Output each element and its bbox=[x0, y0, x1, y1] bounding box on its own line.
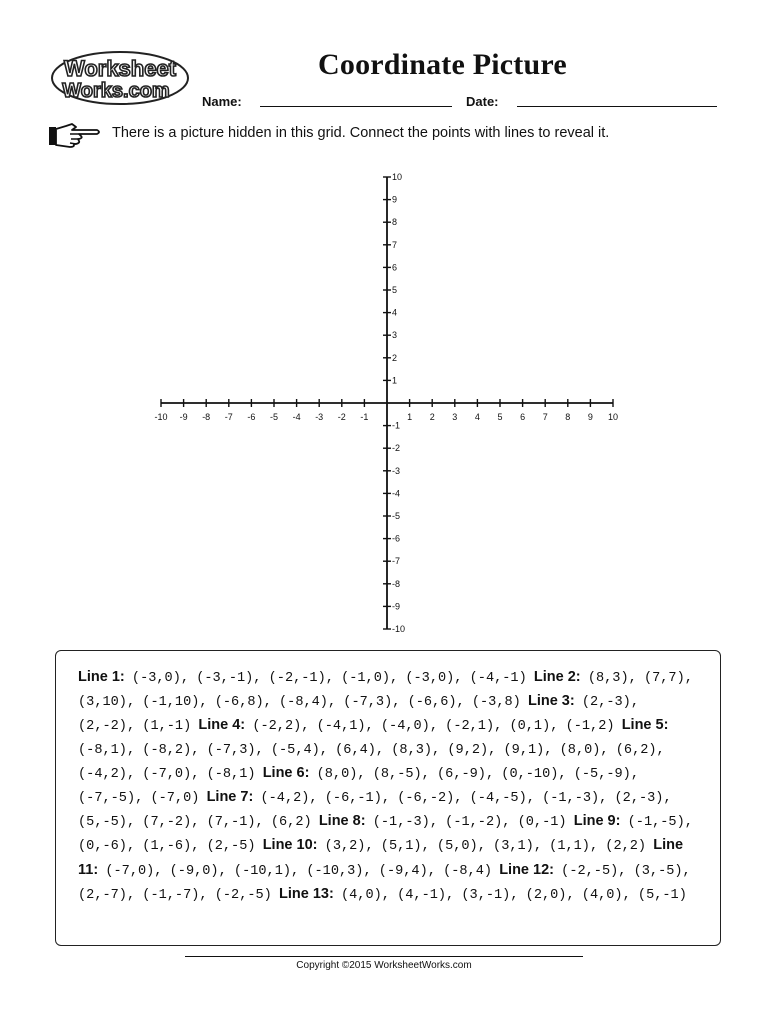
x-tick-label: 10 bbox=[607, 412, 619, 422]
line-label: Line 1: bbox=[78, 669, 125, 685]
point: (-4,0), bbox=[380, 719, 438, 735]
point: (2,-5) bbox=[206, 839, 256, 855]
x-tick-label: -10 bbox=[154, 412, 168, 422]
point: (6,4), bbox=[335, 742, 385, 758]
point: (8,3), bbox=[391, 742, 441, 758]
point: (-5,-9), bbox=[573, 766, 639, 782]
point: (-1,2) bbox=[565, 719, 615, 735]
point: (-6,8), bbox=[214, 695, 272, 711]
date-label: Date: bbox=[466, 94, 499, 109]
point: (2,-3), bbox=[581, 695, 639, 711]
point: (-3,-1), bbox=[196, 671, 262, 686]
point: (-2,-5) bbox=[214, 887, 272, 903]
x-tick-label: 3 bbox=[452, 412, 458, 422]
y-tick-label: -9 bbox=[392, 601, 401, 612]
line-label: Line 8: bbox=[318, 813, 366, 830]
point: (9,1), bbox=[503, 742, 553, 758]
y-tick-label: 3 bbox=[392, 330, 398, 341]
point: (7,7), bbox=[643, 671, 693, 686]
point: (1,-6), bbox=[142, 839, 200, 855]
point: (-4,1), bbox=[316, 719, 374, 735]
point: (9,2), bbox=[447, 742, 497, 758]
point: (2,2) bbox=[605, 839, 647, 855]
y-tick-label: -4 bbox=[392, 488, 401, 499]
x-tick-label: -3 bbox=[315, 412, 324, 422]
coordinate-grid bbox=[150, 160, 630, 650]
point: (5,-1) bbox=[637, 887, 687, 903]
y-tick-label: 7 bbox=[392, 239, 398, 250]
y-tick-label: -3 bbox=[392, 465, 401, 476]
point: (1,1), bbox=[549, 839, 599, 855]
point: (3,-1), bbox=[461, 887, 519, 903]
point: (-9,4), bbox=[378, 863, 436, 879]
y-tick-label: 10 bbox=[392, 172, 403, 182]
line-label: Line 13: bbox=[279, 885, 334, 902]
point: (2,-2), bbox=[78, 719, 136, 735]
point: (-8,1), bbox=[78, 742, 136, 758]
point: (-1,-2), bbox=[445, 815, 511, 831]
line-label: Line 10: bbox=[262, 837, 318, 854]
y-tick-label: 2 bbox=[392, 352, 398, 363]
line-label: Line 3: bbox=[527, 693, 575, 710]
worksheetworks-logo bbox=[50, 50, 190, 106]
point: (-9,0), bbox=[169, 863, 227, 879]
point: (6,2) bbox=[270, 815, 312, 831]
point: (-4,2), bbox=[78, 766, 136, 782]
pointing-hand-icon bbox=[48, 121, 102, 149]
point: (-8,1) bbox=[206, 766, 256, 782]
point: (5,-5), bbox=[78, 815, 136, 831]
point: (3,1), bbox=[493, 839, 542, 855]
point: (-3,8) bbox=[471, 695, 521, 711]
points-list bbox=[78, 666, 700, 907]
line-label: Line 6: bbox=[262, 764, 310, 781]
line-label: Line 2: bbox=[533, 669, 581, 685]
point: (-7,-5), bbox=[78, 791, 144, 807]
point: (3,-5), bbox=[633, 863, 691, 879]
point: (-6,6), bbox=[407, 695, 465, 711]
point: (4,0), bbox=[581, 887, 631, 903]
point: (-2,2), bbox=[252, 719, 310, 735]
point: (-7,3), bbox=[206, 742, 264, 758]
point: (3,2), bbox=[324, 839, 374, 855]
point: (-4,2), bbox=[260, 791, 318, 807]
point: (-3,0), bbox=[405, 671, 463, 686]
point: (-1,10), bbox=[142, 695, 208, 711]
point: (1,-1) bbox=[142, 719, 192, 735]
y-tick-label: -10 bbox=[392, 624, 406, 634]
point: (8,-5), bbox=[372, 766, 430, 782]
y-tick-label: 6 bbox=[392, 262, 398, 273]
x-tick-label: -7 bbox=[224, 412, 233, 422]
point: (6,-9), bbox=[437, 766, 495, 782]
point: (-6,-2), bbox=[397, 791, 463, 807]
point: (2,0), bbox=[525, 887, 575, 903]
y-tick-label: 5 bbox=[392, 285, 398, 295]
point: (-6,-1), bbox=[324, 791, 391, 807]
name-label: Name: bbox=[202, 94, 242, 109]
logo-text-top: Worksheet bbox=[63, 56, 177, 81]
point: (-2,1), bbox=[445, 719, 503, 735]
y-tick-label: 8 bbox=[392, 217, 398, 228]
point: (-7,3), bbox=[343, 695, 401, 711]
x-tick-label: 6 bbox=[520, 412, 526, 422]
point: (-1,-7), bbox=[142, 887, 208, 903]
copyright: Copyright ©2015 WorksheetWorks.com bbox=[296, 960, 472, 971]
x-tick-label: 8 bbox=[565, 412, 571, 422]
point: (-1,-3), bbox=[372, 815, 438, 831]
y-tick-label: 4 bbox=[392, 307, 398, 318]
point: (4,0), bbox=[340, 887, 390, 903]
point: (0,-6), bbox=[78, 839, 136, 855]
x-tick-label: -1 bbox=[360, 412, 369, 422]
line-label: Line 12: bbox=[499, 861, 554, 878]
logo-text-bottom: Works.com bbox=[62, 80, 170, 102]
x-tick-label: 2 bbox=[429, 412, 435, 422]
point: (0,-1) bbox=[517, 815, 567, 831]
point: (-4,-1) bbox=[469, 671, 527, 686]
point: (4,-1), bbox=[397, 887, 455, 903]
point: (-2,-5), bbox=[561, 863, 627, 879]
point: (-7,0), bbox=[105, 863, 163, 879]
point: (8,0), bbox=[316, 766, 366, 782]
x-tick-label: -5 bbox=[269, 412, 279, 422]
x-tick-label: -9 bbox=[179, 412, 188, 422]
point: (-7,0) bbox=[150, 791, 200, 807]
x-tick-label: 1 bbox=[407, 412, 413, 422]
x-tick-label: 4 bbox=[474, 412, 480, 422]
instruction-text: There is a picture hidden in this grid. Connect the points with lines to reveal it. bbox=[112, 125, 610, 141]
point: (-8,4) bbox=[443, 863, 493, 879]
point: (6,2), bbox=[615, 742, 665, 758]
point: (-1,0), bbox=[341, 671, 399, 686]
point: (-8,4), bbox=[279, 695, 337, 711]
y-tick-label: -1 bbox=[392, 420, 401, 431]
page-title: Coordinate Picture bbox=[318, 48, 567, 81]
point: (7,-1), bbox=[206, 815, 264, 831]
x-tick-label: 9 bbox=[587, 412, 593, 422]
date-field[interactable] bbox=[517, 106, 717, 107]
x-tick-label: 5 bbox=[497, 412, 503, 422]
point: (-2,-1), bbox=[268, 671, 334, 686]
x-tick-label: -8 bbox=[202, 412, 211, 422]
line-label: Line 5: bbox=[621, 717, 669, 734]
point: (8,0), bbox=[559, 742, 609, 758]
point: (-10,1), bbox=[233, 863, 300, 879]
y-tick-label: 1 bbox=[392, 375, 398, 386]
x-tick-label: -6 bbox=[247, 412, 256, 422]
x-tick-label: -2 bbox=[337, 412, 346, 422]
point: (-10,3), bbox=[306, 863, 372, 879]
line-label: Line 9: bbox=[573, 813, 621, 830]
x-tick-label: -4 bbox=[292, 412, 301, 422]
point: (5,1), bbox=[380, 839, 430, 855]
y-tick-label: -5 bbox=[392, 511, 401, 521]
point: (3,10), bbox=[78, 695, 136, 711]
point: (-7,0), bbox=[142, 766, 200, 782]
points-box bbox=[55, 650, 721, 946]
x-tick-label: 7 bbox=[542, 412, 548, 422]
point: (-4,-5), bbox=[469, 791, 535, 807]
point: (5,0), bbox=[436, 839, 486, 855]
line-label: Line 7: bbox=[206, 789, 254, 806]
line-label: Line 4: bbox=[198, 717, 246, 734]
point: (0,1), bbox=[509, 719, 559, 735]
y-tick-label: -2 bbox=[392, 443, 401, 454]
name-field[interactable] bbox=[260, 106, 452, 107]
y-tick-label: -8 bbox=[392, 578, 401, 589]
point: (-1,-5), bbox=[627, 815, 693, 831]
y-tick-label: 9 bbox=[392, 194, 398, 205]
point: (0,-10), bbox=[501, 766, 567, 782]
point: (2,-7), bbox=[78, 887, 136, 903]
point: (8,3), bbox=[587, 671, 637, 686]
y-tick-label: -7 bbox=[392, 556, 401, 567]
y-tick-label: -6 bbox=[392, 533, 401, 544]
instruction bbox=[48, 121, 610, 149]
line-label: Line 11: bbox=[78, 837, 684, 878]
footer-divider bbox=[185, 956, 583, 957]
point: (-3,0), bbox=[131, 671, 190, 686]
logo-badge bbox=[50, 50, 190, 106]
point: (7,-2), bbox=[142, 815, 200, 831]
point: (2,-3), bbox=[614, 791, 672, 807]
point: (-1,-3), bbox=[542, 791, 608, 807]
point: (-8,2), bbox=[142, 742, 200, 758]
point: (-5,4), bbox=[270, 742, 328, 758]
